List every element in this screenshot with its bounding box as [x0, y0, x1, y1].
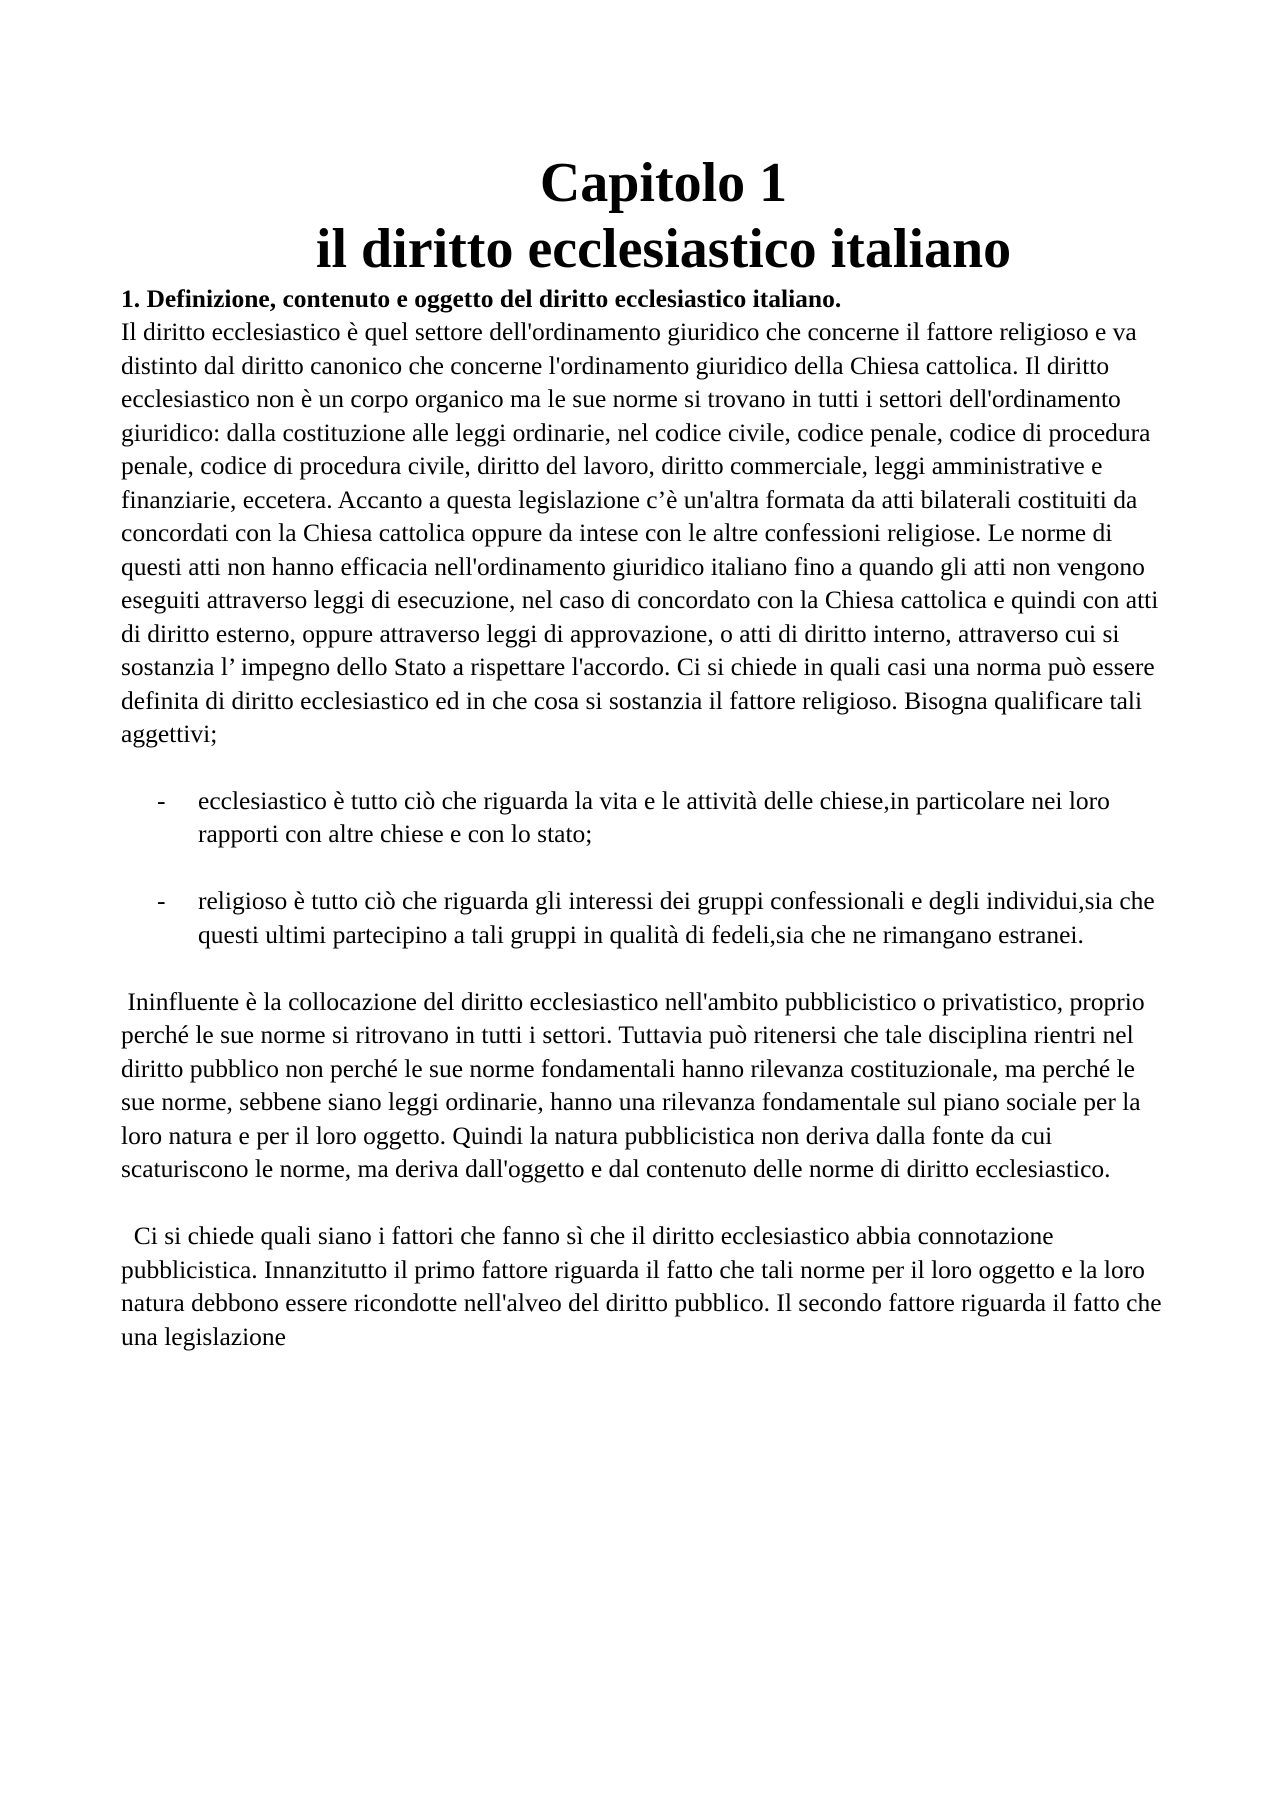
- list-item-ecclesiastico: [121, 784, 1166, 851]
- paragraph-collocazione: Ininfluente è la collocazione del diritto ecclesiastico nell'ambito pubblicistico o privatistico, proprio perché le sue norme si ritrovano in tutti i settori. Tuttavia può ritenersi che tale disciplina rientri nel diritto pubblico non perché le sue norme fondamentali hanno rilevanza costituzionale, ma perché le sue norme, sebbene siano leggi ordinarie, hanno una rilevanza fondamentale sul piano sociale per la loro natura e per il loro oggetto. Quindi la natura pubblicistica non deriva dalla fonte da cui scaturiscono le norme, ma deriva dall'oggetto e dal contenuto delle norme di diritto ecclesiastico.: [121, 986, 1151, 1183]
- adjective-list: [121, 784, 1166, 952]
- chapter-title: [121, 150, 1166, 282]
- list-item-text: ecclesiastico è tutto ciò che riguarda la vita e le attività delle chiese,in particolare nei loro rapporti con altre chiese e con lo stato;: [198, 785, 1110, 848]
- paragraph-fattori: Ci si chiede quali siano i fattori che fanno sì che il diritto ecclesiastico abbia connotazione pubblicistica. Innanzitutto il primo fattore riguarda il fatto che tali norme per il loro oggetto e la loro natura debbono essere ricondotte nell'alveo del diritto pubblico. Il secondo fattore riguarda il fatto che una legislazione: [121, 1221, 1168, 1351]
- list-dash: -: [157, 785, 166, 815]
- chapter-subtitle: il diritto ecclesiastico italiano: [315, 218, 1012, 280]
- section-heading: 1. Definizione, contenuto e oggetto del diritto ecclesiastico italiano.: [121, 284, 842, 313]
- list-dash: -: [157, 886, 166, 915]
- chapter-number: Capitolo 1: [539, 152, 788, 214]
- list-item-text: religioso è tutto ciò che riguarda gli interessi dei gruppi confessionali e degli individui,sia che questi ultimi partecipino a tali gruppi in qualità di fedeli,sia che ne rimangano estranei.: [198, 886, 1155, 949]
- document-page: [121, 150, 1166, 1353]
- paragraph-definition: Il diritto ecclesiastico è quel settore dell'ordinamento giuridico che concerne il fattore religioso e va distinto dal diritto canonico che concerne l'ordinamento giuridico della Chiesa cattolica. Il diritto ecclesiastico non è un corpo organico ma le sue norme si trovano in tutti i settori dell'ordinamento giuridico: dalla costituzione alle leggi ordinarie, nel codice civile, codice penale, codice di procedura penale, codice di procedura civile, diritto del lavoro, diritto commerciale, leggi amministrative e finanziarie, eccetera. Accanto a questa legislazione c’è un'altra formata da atti bilaterali costituiti da concordati con la Chiesa cattolica oppure da intese con le altre confessioni religiose. Le norme di questi atti non hanno efficacia nell'ordinamento giuridico italiano fino a quando gli atti non vengono eseguiti attraverso leggi di esecuzione, nel caso di concordato con la Chiesa cattolica e quindi con atti di diritto esterno, oppure attraverso leggi di approvazione, o atti di diritto interno, attraverso cui si sostanzia l’ impegno dello Stato a rispettare l'accordo. Ci si chiede in quali casi una norma può essere definita di diritto ecclesiastico ed in che cosa si sostanzia il fattore religioso. Bisogna qualificare tali aggettivi;: [121, 317, 1159, 748]
- list-item-religioso: [121, 884, 1166, 951]
